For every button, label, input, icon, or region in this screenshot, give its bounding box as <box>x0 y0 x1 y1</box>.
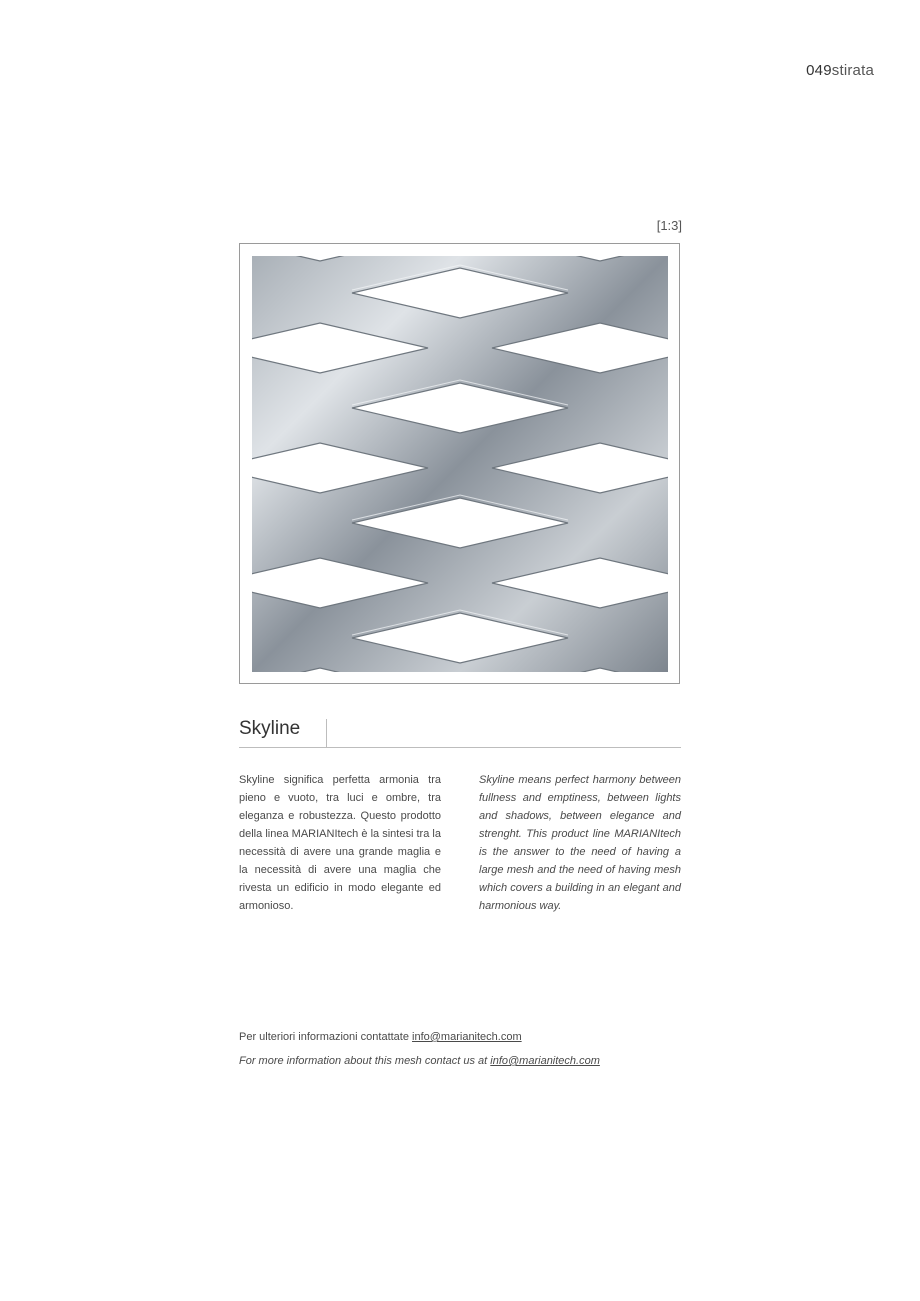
contact-italian <box>239 1031 522 1043</box>
page-number <box>806 62 874 79</box>
contact-english <box>239 1055 600 1067</box>
description-italian: Skyline significa perfetta armonia tra pieno e vuoto, tra luci e ombre, tra eleganza e robustezza. Questo prodotto della linea MARIANItech è la sintesi tra la necessità di avere una grande maglia e la necessità di avere una maglia che rivesta un edificio in modo elegante ed armonioso. <box>239 774 441 912</box>
scale-label: [1:3] <box>656 218 682 233</box>
expanded-metal-mesh-photo <box>252 256 668 672</box>
description-english: Skyline means perfect harmony between fullness and emptiness, between lights and shadows, between elegance and strenght. This product line MARIANItech is the answer to the need of having a large mesh and the need of having mesh which covers a building in an elegant and harmonious way. <box>479 774 681 912</box>
title-rule <box>239 747 681 748</box>
page-number-value: 049 <box>806 62 832 79</box>
title-divider <box>326 719 327 748</box>
contact-english-email-link[interactable]: info@marianitech.com <box>490 1055 600 1067</box>
contact-italian-email-link[interactable]: info@marianitech.com <box>412 1031 522 1043</box>
product-title: Skyline <box>239 718 301 739</box>
mesh-photo-frame <box>239 243 680 684</box>
contact-italian-text: Per ulteriori informazioni contattate <box>239 1031 413 1043</box>
contact-english-text: For more information about this mesh contact us at <box>239 1055 491 1067</box>
page-category: stirata <box>831 62 874 79</box>
